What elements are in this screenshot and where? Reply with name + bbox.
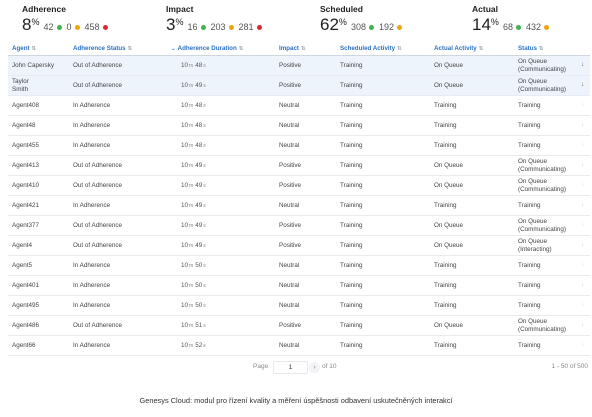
- pin-icon[interactable]: ↓: [581, 302, 584, 308]
- adherence-duration-cell: [171, 196, 208, 216]
- metric-value: 3: [166, 15, 176, 34]
- adherence-status-cell: In Adherence: [73, 102, 111, 109]
- duration-minutes-unit: m: [189, 123, 194, 129]
- table-row[interactable]: [8, 136, 590, 156]
- table-row[interactable]: [8, 236, 590, 256]
- adherence-status-cell: In Adherence: [73, 122, 111, 129]
- duration-seconds-unit: s: [203, 123, 206, 129]
- actual-activity-cell: On Queue: [434, 162, 464, 169]
- agent-cell: Agent4: [12, 242, 32, 249]
- actual-activity-cell: On Queue: [434, 82, 464, 89]
- column-header-agent[interactable]: Agent ⇅: [12, 45, 37, 52]
- actual-activity-cell: On Queue: [434, 242, 464, 249]
- metric-title: Impact: [166, 4, 194, 14]
- adherence-duration-cell: [171, 316, 208, 336]
- duration-minutes: 10: [181, 242, 189, 249]
- status-cell: On Queue (Communicating): [518, 78, 566, 93]
- impact-cell: Neutral: [279, 342, 300, 349]
- duration-minutes-unit: m: [189, 143, 194, 149]
- agent-cell: Agent401: [12, 282, 39, 289]
- scheduled-activity-cell: Training: [340, 62, 363, 69]
- pin-icon[interactable]: ↓: [581, 142, 584, 148]
- duration-minutes-unit: m: [189, 263, 194, 269]
- orange-dot-icon: [397, 25, 402, 30]
- actual-activity-cell: Training: [434, 302, 457, 309]
- duration-seconds: 49: [195, 222, 203, 229]
- actual-activity-cell: On Queue: [434, 182, 464, 189]
- pin-icon[interactable]: ↓: [581, 122, 584, 128]
- table-row[interactable]: [8, 256, 590, 276]
- duration-minutes: 10: [181, 282, 189, 289]
- pagination: [0, 361, 592, 375]
- impact-cell: Positive: [279, 62, 302, 69]
- status-cell: On Queue (Communicating): [518, 318, 566, 333]
- metric-impact[interactable]: [166, 4, 267, 35]
- metric-value: 8: [22, 15, 32, 34]
- metric-count: 16: [187, 22, 198, 32]
- duration-seconds: 52: [195, 342, 203, 349]
- pin-icon[interactable]: ↓: [581, 342, 584, 348]
- adherence-duration-cell: [171, 256, 208, 276]
- adherence-duration-cell: [171, 136, 208, 156]
- chevron-right-icon[interactable]: ›: [309, 362, 320, 373]
- scheduled-activity-cell: Training: [340, 102, 363, 109]
- duration-seconds: 49: [195, 202, 203, 209]
- metric-unit: %: [31, 17, 40, 27]
- duration-seconds-unit: s: [203, 143, 206, 149]
- table-row[interactable]: [8, 96, 590, 116]
- duration-minutes-unit: m: [189, 303, 194, 309]
- duration-minutes-unit: m: [189, 183, 194, 189]
- adherence-status-cell: Out of Adherence: [73, 182, 123, 189]
- agent-cell: Agent495: [12, 302, 39, 309]
- metric-count: 192: [378, 22, 394, 32]
- duration-seconds-unit: s: [203, 83, 206, 89]
- scheduled-activity-cell: Training: [340, 322, 363, 329]
- duration-minutes: 10: [181, 142, 189, 149]
- metric-unit: %: [338, 17, 347, 27]
- table-row[interactable]: [8, 336, 590, 356]
- sort-updown-icon: ⇅: [397, 46, 402, 52]
- column-header-actual-activity[interactable]: Actual Activity ⇅: [434, 45, 484, 52]
- scheduled-activity-cell: Training: [340, 122, 363, 129]
- metric-count: 281: [238, 22, 254, 32]
- duration-seconds-unit: s: [203, 263, 206, 269]
- red-dot-icon: [257, 25, 262, 30]
- actual-activity-cell: On Queue: [434, 62, 464, 69]
- scheduled-activity-cell: Training: [340, 262, 363, 269]
- actual-activity-cell: Training: [434, 282, 457, 289]
- impact-cell: Neutral: [279, 302, 300, 309]
- duration-minutes: 10: [181, 302, 189, 309]
- adherence-duration-cell: [171, 116, 208, 136]
- metric-count: 68: [502, 22, 513, 32]
- status-cell: Training: [518, 302, 541, 309]
- duration-minutes-unit: m: [189, 103, 194, 109]
- scheduled-activity-cell: Training: [340, 82, 363, 89]
- image-caption: Genesys Cloud: modul pro řízení kvality a měření úspěšnosti odbavení uskutečněných interakcí: [139, 396, 453, 405]
- red-dot-icon: [103, 25, 108, 30]
- duration-minutes: 10: [181, 182, 189, 189]
- table-row[interactable]: [8, 76, 590, 96]
- adherence-duration-cell: [171, 76, 208, 96]
- metric-title: Actual: [472, 4, 498, 14]
- table-row[interactable]: [8, 316, 590, 336]
- table-row[interactable]: [8, 296, 590, 316]
- metrics-summary: [22, 4, 582, 38]
- duration-minutes: 10: [181, 202, 189, 209]
- actual-activity-cell: On Queue: [434, 222, 464, 229]
- duration-minutes: 10: [181, 102, 189, 109]
- duration-minutes: 10: [181, 342, 189, 349]
- impact-cell: Positive: [279, 162, 302, 169]
- scheduled-activity-cell: Training: [340, 182, 363, 189]
- metric-count: 203: [210, 22, 226, 32]
- duration-seconds: 49: [195, 242, 203, 249]
- adherence-status-cell: In Adherence: [73, 262, 111, 269]
- impact-cell: Neutral: [279, 262, 300, 269]
- adherence-status-cell: Out of Adherence: [73, 162, 123, 169]
- pin-icon[interactable]: ↓: [581, 262, 584, 268]
- actual-activity-cell: Training: [434, 262, 457, 269]
- duration-seconds-unit: s: [203, 223, 206, 229]
- green-dot-icon: [57, 25, 62, 30]
- green-dot-icon: [201, 25, 206, 30]
- sort-updown-icon: ⇅: [478, 46, 484, 52]
- adherence-duration-cell: [171, 296, 208, 316]
- duration-minutes-unit: m: [189, 83, 194, 89]
- sort-updown-icon: ⇅: [300, 46, 306, 52]
- pin-icon[interactable]: ↓: [581, 182, 584, 188]
- table-row[interactable]: [8, 276, 590, 296]
- adherence-status-cell: Out of Adherence: [73, 322, 123, 329]
- metric-unit: %: [175, 17, 184, 27]
- adherence-duration-cell: [171, 216, 208, 236]
- actual-activity-cell: Training: [434, 202, 457, 209]
- pin-icon[interactable]: ↓: [581, 242, 584, 248]
- adherence-duration-cell: [171, 336, 208, 356]
- sort-updown-icon: ⇅: [538, 46, 544, 52]
- status-cell: Training: [518, 202, 541, 209]
- scheduled-activity-cell: Training: [340, 222, 363, 229]
- agent-cell: John Capersky: [12, 62, 54, 69]
- duration-minutes-unit: m: [189, 283, 194, 289]
- metric-count: 0: [66, 22, 72, 32]
- agent-cell: Agent410: [12, 182, 39, 189]
- metric-value: 62: [320, 15, 339, 34]
- duration-minutes: 10: [181, 62, 189, 69]
- agent-cell: Agent48: [12, 122, 36, 129]
- scheduled-activity-cell: Training: [340, 302, 363, 309]
- duration-seconds: 48: [195, 62, 203, 69]
- duration-seconds: 49: [195, 82, 203, 89]
- status-cell: On Queue (Communicating): [518, 178, 566, 193]
- status-cell: On Queue (Communicating): [518, 58, 566, 73]
- metric-title: Scheduled: [320, 4, 363, 14]
- duration-seconds-unit: s: [203, 203, 206, 209]
- pin-icon[interactable]: ↓: [581, 62, 584, 68]
- page-number-input[interactable]: [273, 361, 308, 374]
- scheduled-activity-cell: Training: [340, 242, 363, 249]
- adherence-status-cell: In Adherence: [73, 282, 111, 289]
- agent-cell: Taylor Smith: [12, 78, 29, 93]
- adherence-status-cell: In Adherence: [73, 302, 111, 309]
- agent-cell: Agent66: [12, 342, 36, 349]
- adherence-status-cell: Out of Adherence: [73, 82, 123, 89]
- duration-seconds: 51: [195, 322, 203, 329]
- adherence-duration-cell: [171, 56, 208, 76]
- agent-cell: Agent413: [12, 162, 39, 169]
- sort-desc-icon: ⌄: [171, 46, 176, 52]
- metric-scheduled[interactable]: [320, 4, 407, 35]
- pin-icon[interactable]: ↓: [581, 82, 584, 88]
- sort-updown-icon: ⇅: [31, 46, 37, 52]
- duration-seconds-unit: s: [203, 343, 206, 349]
- duration-minutes-unit: m: [189, 343, 194, 349]
- duration-seconds: 50: [195, 302, 203, 309]
- status-cell: Training: [518, 342, 541, 349]
- duration-seconds-unit: s: [203, 283, 206, 289]
- adherence-status-cell: In Adherence: [73, 202, 111, 209]
- pin-icon[interactable]: ↓: [581, 162, 584, 168]
- adherence-table: [8, 44, 590, 356]
- column-header-adherence-status[interactable]: Adherence Status ⇅: [73, 45, 133, 52]
- adherence-duration-cell: [171, 176, 208, 196]
- scheduled-activity-cell: Training: [340, 142, 363, 149]
- status-cell: Training: [518, 282, 541, 289]
- table-row[interactable]: [8, 216, 590, 236]
- agent-cell: Agent455: [12, 142, 39, 149]
- duration-minutes-unit: m: [189, 163, 194, 169]
- adherence-duration-cell: [171, 276, 208, 296]
- green-dot-icon: [516, 25, 521, 30]
- agent-cell: Agent486: [12, 322, 39, 329]
- pagination-total-pages: of 10: [322, 363, 337, 370]
- actual-activity-cell: Training: [434, 102, 457, 109]
- adherence-status-cell: Out of Adherence: [73, 242, 123, 249]
- table-row[interactable]: [8, 196, 590, 216]
- scheduled-activity-cell: Training: [340, 202, 363, 209]
- status-cell: Training: [518, 262, 541, 269]
- impact-cell: Neutral: [279, 282, 300, 289]
- status-cell: Training: [518, 142, 541, 149]
- table-row[interactable]: [8, 176, 590, 196]
- scheduled-activity-cell: Training: [340, 342, 363, 349]
- actual-activity-cell: Training: [434, 342, 457, 349]
- duration-minutes-unit: m: [189, 243, 194, 249]
- impact-cell: Neutral: [279, 142, 300, 149]
- metric-count: 42: [43, 22, 54, 32]
- orange-dot-icon: [544, 25, 549, 30]
- metric-adherence[interactable]: [22, 4, 113, 35]
- pagination-range: 1 - 50 of 500: [551, 363, 588, 370]
- adherence-status-cell: In Adherence: [73, 342, 111, 349]
- table-row[interactable]: [8, 156, 590, 176]
- pagination-label: Page: [253, 363, 269, 370]
- metric-value: 14: [472, 15, 491, 34]
- duration-seconds-unit: s: [203, 323, 206, 329]
- pin-icon[interactable]: ↓: [581, 202, 584, 208]
- table-header: [8, 44, 590, 56]
- agent-cell: Agent421: [12, 202, 39, 209]
- duration-minutes: 10: [181, 82, 189, 89]
- agent-cell: Agent377: [12, 222, 39, 229]
- duration-seconds: 50: [195, 282, 203, 289]
- impact-cell: Positive: [279, 242, 302, 249]
- orange-dot-icon: [229, 25, 234, 30]
- duration-seconds-unit: s: [203, 103, 206, 109]
- table-body: [8, 56, 590, 356]
- sort-updown-icon: ⇅: [127, 46, 133, 52]
- duration-seconds-unit: s: [203, 183, 206, 189]
- adherence-status-cell: Out of Adherence: [73, 222, 123, 229]
- agent-cell: Agent408: [12, 102, 39, 109]
- actual-activity-cell: On Queue: [434, 322, 464, 329]
- sort-updown-icon: ⇅: [238, 46, 244, 52]
- column-header-adherence-duration[interactable]: ⌄ Adherence Duration ⇅: [171, 45, 244, 52]
- duration-minutes-unit: m: [189, 63, 194, 69]
- adherence-duration-cell: [171, 156, 208, 176]
- impact-cell: Neutral: [279, 202, 300, 209]
- duration-minutes: 10: [181, 222, 189, 229]
- actual-activity-cell: Training: [434, 142, 457, 149]
- metric-title: Adherence: [22, 4, 66, 14]
- status-cell: On Queue (Communicating): [518, 218, 566, 233]
- duration-seconds: 49: [195, 162, 203, 169]
- table-row[interactable]: [8, 116, 590, 136]
- metric-count: 458: [84, 22, 100, 32]
- impact-cell: Neutral: [279, 122, 300, 129]
- duration-seconds: 49: [195, 182, 203, 189]
- actual-activity-cell: Training: [434, 122, 457, 129]
- pin-icon[interactable]: ↓: [581, 322, 584, 328]
- pin-icon[interactable]: ↓: [581, 102, 584, 108]
- duration-minutes-unit: m: [189, 323, 194, 329]
- duration-seconds-unit: s: [203, 163, 206, 169]
- duration-minutes-unit: m: [189, 223, 194, 229]
- metric-count: 432: [525, 22, 541, 32]
- duration-minutes: 10: [181, 262, 189, 269]
- adherence-duration-cell: [171, 96, 208, 116]
- impact-cell: Neutral: [279, 102, 300, 109]
- duration-minutes-unit: m: [189, 203, 194, 209]
- duration-seconds-unit: s: [203, 243, 206, 249]
- status-cell: On Queue (Interacting): [518, 238, 552, 253]
- duration-minutes: 10: [181, 162, 189, 169]
- pin-icon[interactable]: ↓: [581, 282, 584, 288]
- column-header-scheduled-activity[interactable]: Scheduled Activity ⇅: [340, 45, 402, 52]
- adherence-status-cell: In Adherence: [73, 142, 111, 149]
- green-dot-icon: [369, 25, 374, 30]
- status-cell: On Queue (Communicating): [518, 158, 566, 173]
- duration-seconds: 48: [195, 122, 203, 129]
- scheduled-activity-cell: Training: [340, 162, 363, 169]
- pin-icon[interactable]: ↓: [581, 222, 584, 228]
- metric-actual[interactable]: [472, 4, 554, 35]
- impact-cell: Positive: [279, 322, 302, 329]
- scheduled-activity-cell: Training: [340, 282, 363, 289]
- status-cell: Training: [518, 122, 541, 129]
- duration-seconds: 48: [195, 142, 203, 149]
- agent-cell: Agent5: [12, 262, 32, 269]
- duration-minutes: 10: [181, 122, 189, 129]
- adherence-duration-cell: [171, 236, 208, 256]
- table-row[interactable]: [8, 56, 590, 76]
- duration-seconds-unit: s: [203, 63, 206, 69]
- metric-count: 308: [350, 22, 366, 32]
- orange-dot-icon: [75, 25, 80, 30]
- column-header-impact[interactable]: Impact ⇅: [279, 45, 306, 52]
- column-header-status[interactable]: Status ⇅: [518, 45, 544, 52]
- duration-seconds: 50: [195, 262, 203, 269]
- duration-seconds-unit: s: [203, 303, 206, 309]
- status-cell: Training: [518, 102, 541, 109]
- impact-cell: Positive: [279, 182, 302, 189]
- duration-seconds: 48: [195, 102, 203, 109]
- impact-cell: Positive: [279, 222, 302, 229]
- adherence-status-cell: Out of Adherence: [73, 62, 123, 69]
- duration-minutes: 10: [181, 322, 189, 329]
- impact-cell: Positive: [279, 82, 302, 89]
- metric-unit: %: [490, 17, 499, 27]
